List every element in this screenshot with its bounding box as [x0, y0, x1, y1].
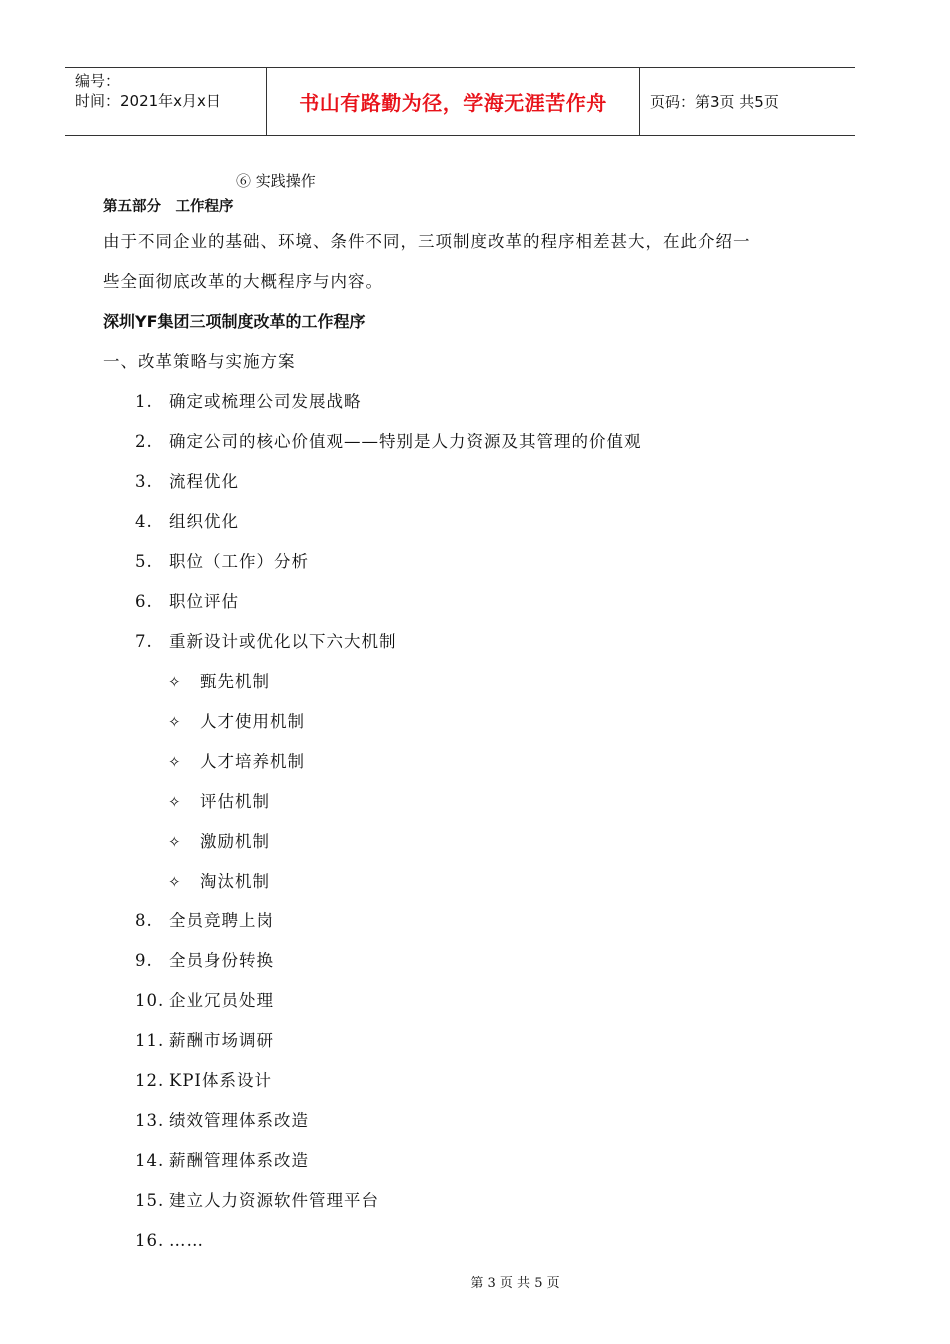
- list-item-number: 3.: [135, 472, 153, 491]
- sublist-item: [168, 791, 270, 813]
- document-number-label: 编号：: [75, 72, 121, 90]
- list-item: [135, 551, 309, 573]
- list-item-number: 15.: [135, 1191, 165, 1210]
- list-item-text: ……: [169, 1231, 204, 1250]
- header-meta: [65, 68, 266, 135]
- intro-paragraph-line-1: 由于不同企业的基础、环境、条件不同，三项制度改革的程序相差甚大，在此介绍一: [103, 232, 751, 251]
- list-item: [135, 990, 274, 1012]
- list-item: [135, 1150, 309, 1172]
- list-item-text: 薪酬管理体系改造: [169, 1151, 309, 1170]
- sublist-item-text: 甄先机制: [200, 672, 270, 691]
- header-motto: 书山有路勤为径，学海无涯苦作舟: [266, 68, 640, 135]
- list-item: [135, 1070, 272, 1092]
- diamond-bullet-icon: ✧: [168, 793, 182, 811]
- list-item-number: 6.: [135, 592, 153, 611]
- header-page-number: 页码：第3页 共5页: [650, 93, 779, 111]
- diamond-bullet-icon: ✧: [168, 713, 182, 731]
- list-item-text: 职位评估: [169, 592, 239, 611]
- diamond-bullet-icon: ✧: [168, 673, 182, 691]
- list-item-text: 全员身份转换: [169, 951, 274, 970]
- sublist-item-text: 评估机制: [200, 792, 270, 811]
- sublist-item: [168, 831, 270, 853]
- list-item-text: 确定或梳理公司发展战略: [169, 392, 362, 411]
- list-item: [135, 1230, 204, 1252]
- list-item-number: 13.: [135, 1111, 165, 1130]
- list-item: [135, 471, 239, 493]
- list-item: [135, 631, 397, 653]
- list-item-number: 4.: [135, 512, 153, 531]
- list-item-number: 16.: [135, 1231, 165, 1250]
- group-procedure-title: 深圳YF集团三项制度改革的工作程序: [103, 312, 366, 331]
- list-item-number: 14.: [135, 1151, 165, 1170]
- list-item-number: 10.: [135, 991, 165, 1010]
- list-item-text: 流程优化: [169, 472, 239, 491]
- list-item: [135, 1190, 379, 1212]
- section-1-heading: 一、改革策略与实施方案: [103, 352, 296, 371]
- sublist-item: [168, 751, 305, 773]
- step-6-heading: ⑥ 实践操作: [236, 172, 316, 190]
- list-item-number: 5.: [135, 552, 153, 571]
- list-item-number: 8.: [135, 911, 153, 930]
- sublist-item: [168, 871, 270, 893]
- list-item-text: KPI体系设计: [169, 1071, 272, 1090]
- diamond-bullet-icon: ✧: [168, 833, 182, 851]
- list-item-number: 2.: [135, 432, 153, 451]
- document-time-label: 时间：2021年x月x日: [75, 92, 221, 110]
- page-footer: 第 3 页 共 5 页: [470, 1276, 560, 1291]
- sublist-item-text: 激励机制: [200, 832, 270, 851]
- sublist-item-text: 人才培养机制: [200, 752, 305, 771]
- list-item-number: 11.: [135, 1031, 165, 1050]
- list-item: [135, 950, 274, 972]
- list-item-text: 薪酬市场调研: [169, 1031, 274, 1050]
- list-item-text: 组织优化: [169, 512, 239, 531]
- list-item: [135, 591, 239, 613]
- list-item-text: 确定公司的核心价值观——特别是人力资源及其管理的价值观: [169, 432, 642, 451]
- list-item-text: 建立人力资源软件管理平台: [169, 1191, 379, 1210]
- list-item-text: 职位（工作）分析: [169, 552, 309, 571]
- list-item: [135, 1110, 309, 1132]
- list-item: [135, 1030, 274, 1052]
- sublist-item-text: 淘汰机制: [200, 872, 270, 891]
- page-header: [65, 67, 855, 136]
- list-item-number: 1.: [135, 392, 153, 411]
- sublist-item-text: 人才使用机制: [200, 712, 305, 731]
- list-item-text: 绩效管理体系改造: [169, 1111, 309, 1130]
- sublist-item: [168, 671, 270, 693]
- intro-paragraph-line-2: 些全面彻底改革的大概程序与内容。: [103, 272, 383, 291]
- list-item-text: 重新设计或优化以下六大机制: [169, 632, 397, 651]
- part-5-title: 第五部分 工作程序: [103, 199, 234, 215]
- list-item-number: 7.: [135, 632, 153, 651]
- sublist-item: [168, 711, 305, 733]
- list-item-number: 9.: [135, 951, 153, 970]
- list-item-text: 全员竞聘上岗: [169, 911, 274, 930]
- list-item-text: 企业冗员处理: [169, 991, 274, 1010]
- list-item: [135, 391, 362, 413]
- diamond-bullet-icon: ✧: [168, 753, 182, 771]
- diamond-bullet-icon: ✧: [168, 873, 182, 891]
- list-item: [135, 431, 642, 453]
- list-item: [135, 910, 274, 932]
- list-item: [135, 511, 239, 533]
- list-item-number: 12.: [135, 1071, 165, 1090]
